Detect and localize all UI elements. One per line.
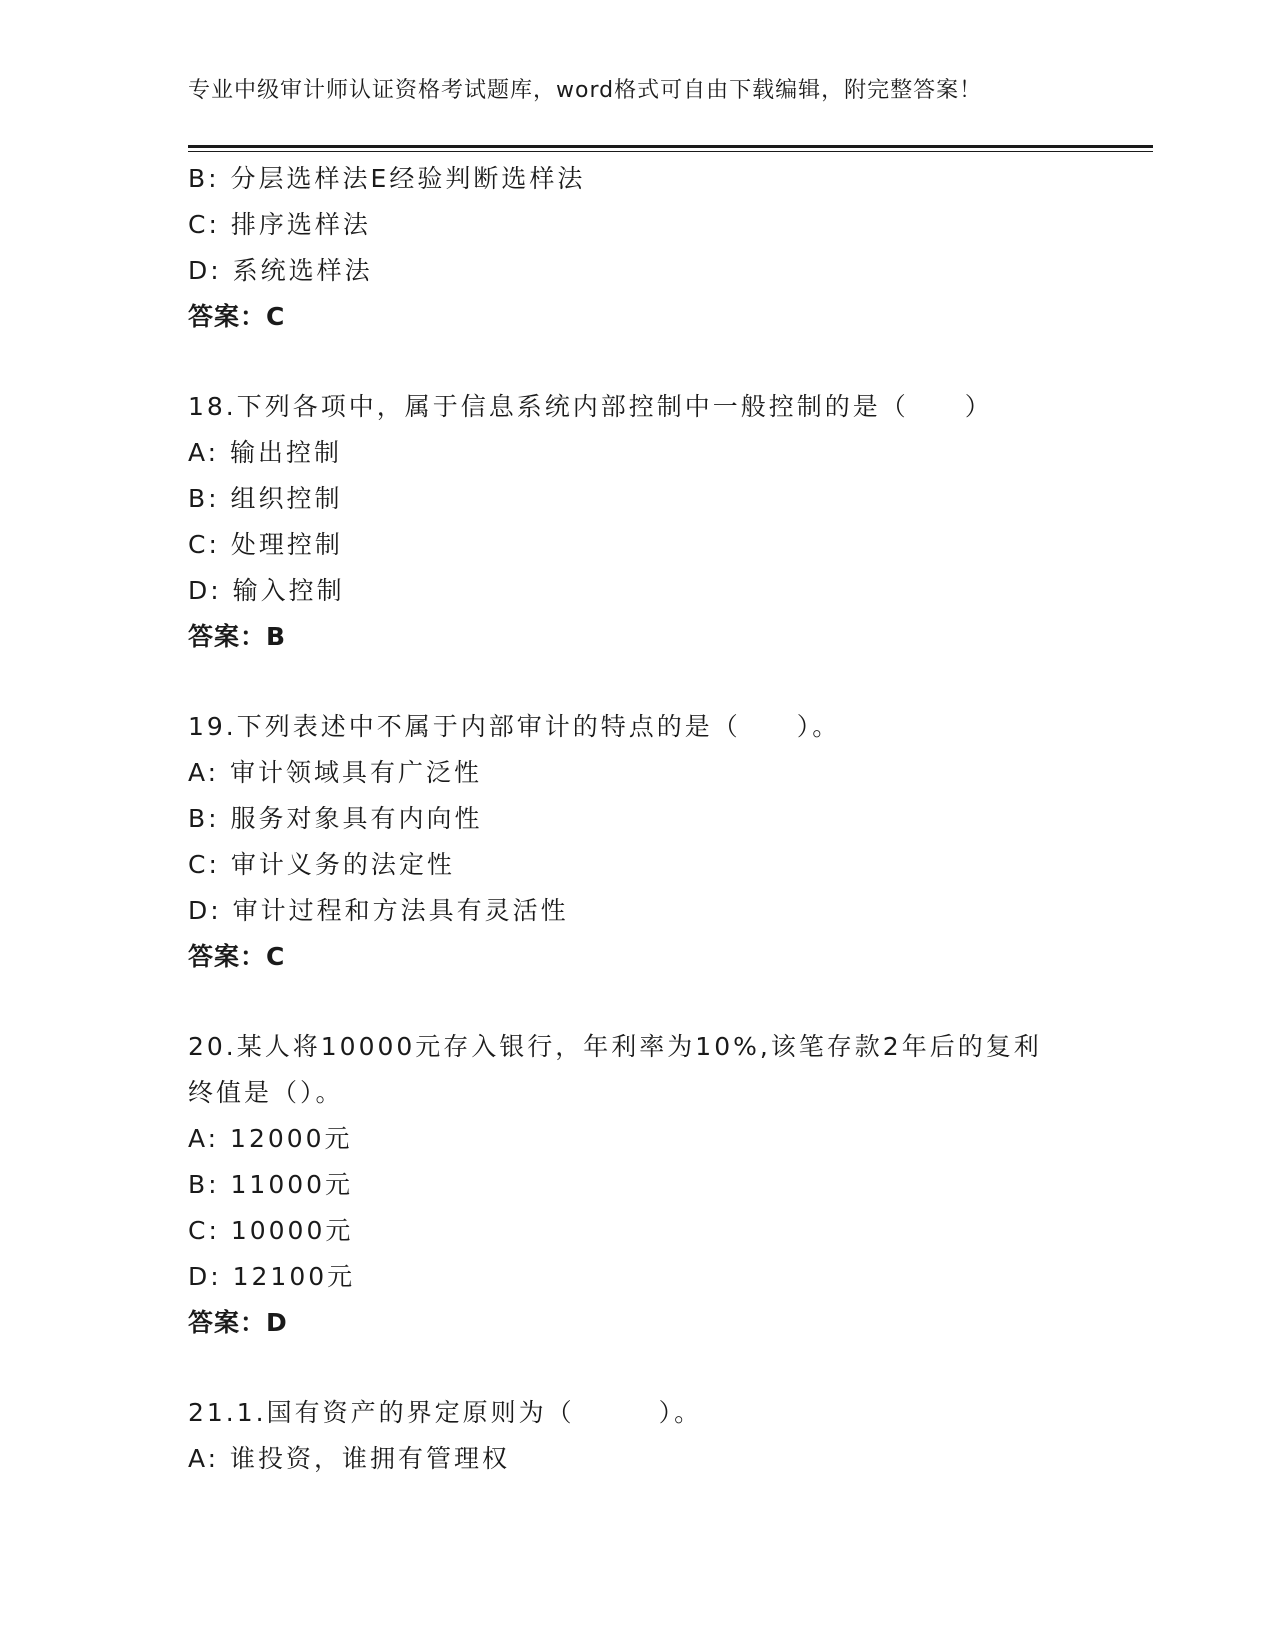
question-block	[188, 1390, 1108, 1482]
answer-line: 答案：C	[188, 942, 286, 971]
page-header: 专业中级审计师认证资格考试题库，word格式可自由下载编辑，附完整答案！	[188, 78, 983, 103]
option-a: A: 12000元	[188, 1124, 353, 1153]
option-d: D: 系统选样法	[188, 256, 373, 285]
answer-line: 答案：B	[188, 622, 287, 651]
option-d: D: 审计过程和方法具有灵活性	[188, 896, 569, 925]
answer-line: 答案：D	[188, 1308, 288, 1337]
option-d: D: 12100元	[188, 1262, 356, 1291]
question-list	[188, 156, 1108, 1482]
option-b: B: 分层选样法E经验判断选样法	[188, 164, 586, 193]
option-c: C: 处理控制	[188, 530, 343, 559]
option-c: C: 10000元	[188, 1216, 354, 1245]
answer-line: 答案：C	[188, 302, 286, 331]
question-block	[188, 156, 1108, 340]
option-a: A: 谁投资，谁拥有管理权	[188, 1444, 511, 1473]
question-text: 19.下列表述中不属于内部审计的特点的是（ ）。	[188, 712, 841, 741]
option-b: B: 服务对象具有内向性	[188, 804, 483, 833]
question-block	[188, 704, 1108, 980]
question-text: 21.1.国有资产的界定原则为（ ）。	[188, 1398, 703, 1427]
question-block	[188, 384, 1108, 660]
header-divider-thin	[188, 151, 1153, 152]
option-b: B: 组织控制	[188, 484, 343, 513]
option-d: D: 输入控制	[188, 576, 345, 605]
option-a: A: 审计领域具有广泛性	[188, 758, 483, 787]
option-c: C: 排序选样法	[188, 210, 371, 239]
option-b: B: 11000元	[188, 1170, 354, 1199]
header-divider-thick	[188, 145, 1153, 148]
question-text: 20.某人将10000元存入银行，年利率为10%,该笔存款2年后的复利终值是（）。	[188, 1032, 1042, 1107]
option-c: C: 审计义务的法定性	[188, 850, 455, 879]
question-block	[188, 1024, 1108, 1346]
option-a: A: 输出控制	[188, 438, 343, 467]
question-text: 18.下列各项中，属于信息系统内部控制中一般控制的是（ ）	[188, 392, 993, 421]
